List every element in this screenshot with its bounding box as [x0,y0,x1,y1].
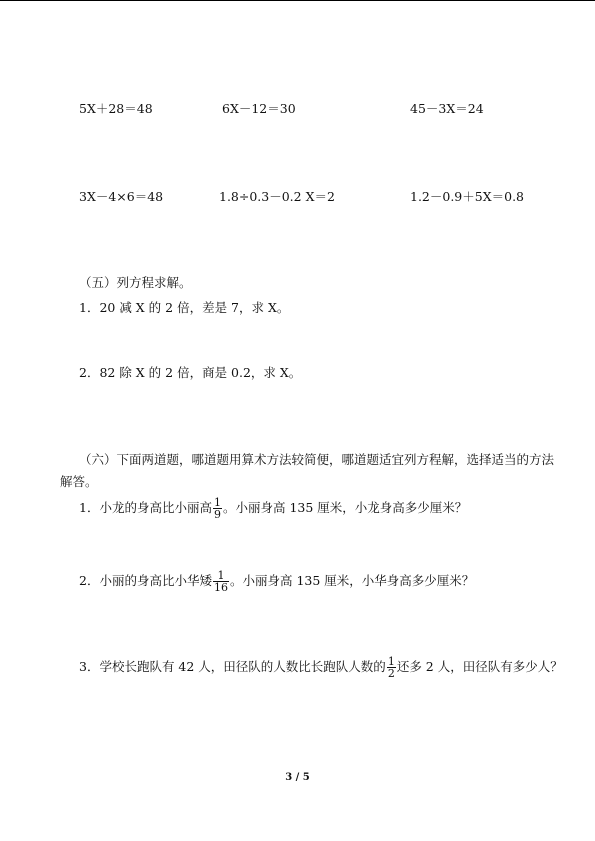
fraction-numerator: 1 [217,569,225,582]
question-3-text-before: 3．学校长跑队有 42 人，田径队的人数比长跑队人数的 [79,659,386,674]
section-6-intro-line-1: （六）下面两道题，哪道题用算术方法较简便，哪道题适宜列方程解，选择适当的方法 [79,452,555,467]
fraction-one-sixteenth [213,570,229,593]
section-5-question-1: 1．20 减 X 的 2 倍，差是 7，求 X。 [79,300,290,315]
equation-2: 6X－12＝30 [222,101,296,116]
page-number: 3 / 5 [285,772,310,783]
question-1-text-after: 。小丽身高 135 厘米，小龙身高多少厘米？ [222,500,468,515]
question-1-text-before: 1．小龙的身高比小丽高 [79,500,212,515]
fraction-one-half [387,656,396,679]
section-5-heading: （五）列方程求解。 [79,275,192,290]
section-6-intro-line-2: 解答。 [60,474,98,489]
fraction-denominator: 2 [387,667,395,680]
fraction-denominator: 9 [213,508,221,521]
fraction-numerator: 1 [387,655,395,668]
section-6-question-2 [79,563,474,599]
equation-6: 1.2－0.9＋5X＝0.8 [410,189,524,204]
fraction-one-ninth [213,497,222,520]
fraction-numerator: 1 [213,496,221,509]
equation-1: 5X＋28＝48 [79,101,153,116]
question-3-text-after: 还多 2 人，田径队有多少人？ [396,659,563,674]
fraction-denominator: 16 [213,581,228,594]
equation-3: 45－3X＝24 [410,101,484,116]
question-2-text-after: 。小丽身高 135 厘米，小华身高多少厘米？ [229,573,475,588]
question-2-text-before: 2．小丽的身高比小华矮 [79,573,212,588]
section-6-question-3 [79,649,563,685]
section-6-question-1 [79,490,467,526]
equation-4: 3X－4×6＝48 [79,189,164,204]
equation-5: 1.8÷0.3－0.2 X＝2 [219,189,335,204]
section-5-question-2: 2．82 除 X 的 2 倍，商是 0.2，求 X。 [79,365,302,380]
top-border-line [0,0,595,1]
